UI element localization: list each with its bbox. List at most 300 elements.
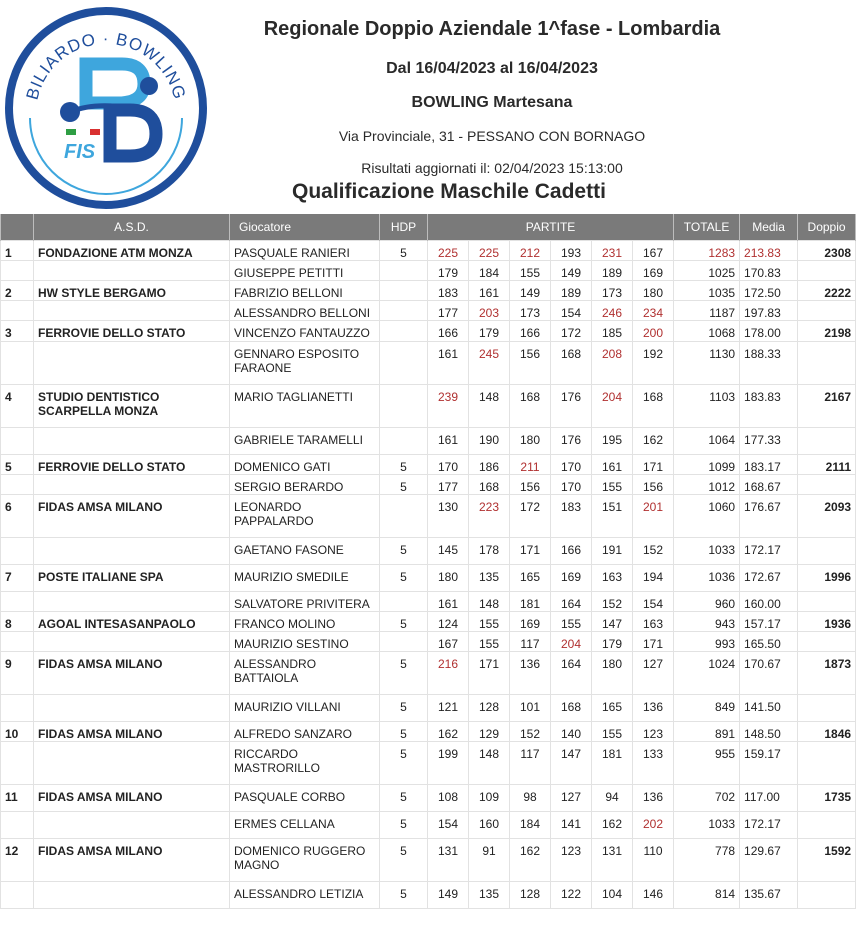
game-score-cell: 180 <box>592 652 633 695</box>
table-row <box>1 321 856 342</box>
table-row <box>1 592 856 612</box>
game-score-cell: 155 <box>592 475 633 495</box>
total-cell: 943 <box>674 612 740 632</box>
game-score-cell: 211 <box>510 455 551 475</box>
game-score-cell: 101 <box>510 695 551 722</box>
average-cell: 188.33 <box>740 342 798 385</box>
total-cell: 960 <box>674 592 740 612</box>
average-cell: 129.67 <box>740 839 798 882</box>
game-score-cell: 199 <box>428 742 469 785</box>
game-score-cell: 168 <box>551 342 592 385</box>
game-score-cell: 164 <box>551 652 592 695</box>
rank-cell: 8 <box>1 612 34 632</box>
game-score-cell: 173 <box>592 281 633 301</box>
game-score-cell: 162 <box>428 722 469 742</box>
game-score-cell: 110 <box>633 839 674 882</box>
game-score-cell: 127 <box>633 652 674 695</box>
game-score-cell: 104 <box>592 882 633 909</box>
player-name-cell: ERMES CELLANA <box>230 812 380 839</box>
game-score-cell: 204 <box>592 385 633 428</box>
total-cell: 849 <box>674 695 740 722</box>
average-cell: 157.17 <box>740 612 798 632</box>
rank-cell <box>1 428 34 455</box>
col-header-player: Giocatore <box>230 214 380 241</box>
game-score-cell: 156 <box>633 475 674 495</box>
club-cell <box>34 882 230 909</box>
game-score-cell: 177 <box>428 475 469 495</box>
player-name-cell: MAURIZIO VILLANI <box>230 695 380 722</box>
total-cell: 702 <box>674 785 740 812</box>
game-score-cell: 181 <box>510 592 551 612</box>
rank-cell <box>1 538 34 565</box>
table-row <box>1 281 856 301</box>
hdp-cell: 5 <box>380 565 428 592</box>
double-total-cell <box>798 475 856 495</box>
game-score-cell: 200 <box>633 321 674 342</box>
game-score-cell: 176 <box>551 385 592 428</box>
player-name-cell: MAURIZIO SMEDILE <box>230 565 380 592</box>
game-score-cell: 203 <box>469 301 510 321</box>
game-score-cell: 204 <box>551 632 592 652</box>
rank-cell: 12 <box>1 839 34 882</box>
game-score-cell: 225 <box>428 241 469 261</box>
rank-cell <box>1 695 34 722</box>
rank-cell: 3 <box>1 321 34 342</box>
game-score-cell: 168 <box>633 385 674 428</box>
rank-cell: 4 <box>1 385 34 428</box>
player-name-cell: MARIO TAGLIANETTI <box>230 385 380 428</box>
game-score-cell: 151 <box>592 495 633 538</box>
game-score-cell: 202 <box>633 812 674 839</box>
double-total-cell <box>798 261 856 281</box>
total-cell: 1036 <box>674 565 740 592</box>
average-cell: 178.00 <box>740 321 798 342</box>
game-score-cell: 156 <box>510 342 551 385</box>
double-total-cell: 1936 <box>798 612 856 632</box>
game-score-cell: 180 <box>428 565 469 592</box>
rank-cell <box>1 742 34 785</box>
club-cell: FERROVIE DELLO STATO <box>34 455 230 475</box>
game-score-cell: 172 <box>551 321 592 342</box>
player-name-cell: ALESSANDRO BELLONI <box>230 301 380 321</box>
game-score-cell: 141 <box>551 812 592 839</box>
game-score-cell: 122 <box>551 882 592 909</box>
player-name-cell: GENNARO ESPOSITO FARAONE <box>230 342 380 385</box>
game-score-cell: 225 <box>469 241 510 261</box>
player-name-cell: SERGIO BERARDO <box>230 475 380 495</box>
hdp-cell: 5 <box>380 241 428 261</box>
game-score-cell: 168 <box>551 695 592 722</box>
game-score-cell: 234 <box>633 301 674 321</box>
table-row <box>1 565 856 592</box>
game-score-cell: 223 <box>469 495 510 538</box>
double-total-cell <box>798 632 856 652</box>
hdp-cell <box>380 632 428 652</box>
double-total-cell <box>798 695 856 722</box>
game-score-cell: 165 <box>510 565 551 592</box>
game-score-cell: 167 <box>428 632 469 652</box>
game-score-cell: 160 <box>469 812 510 839</box>
total-cell: 814 <box>674 882 740 909</box>
game-score-cell: 154 <box>428 812 469 839</box>
total-cell: 1283 <box>674 241 740 261</box>
game-score-cell: 161 <box>428 428 469 455</box>
player-name-cell: MAURIZIO SESTINO <box>230 632 380 652</box>
double-total-cell: 1996 <box>798 565 856 592</box>
game-score-cell: 165 <box>592 695 633 722</box>
game-score-cell: 171 <box>633 455 674 475</box>
hdp-cell: 5 <box>380 785 428 812</box>
col-header-double: Doppio <box>798 214 856 241</box>
club-cell <box>34 632 230 652</box>
game-score-cell: 195 <box>592 428 633 455</box>
game-score-cell: 208 <box>592 342 633 385</box>
hdp-cell: 5 <box>380 722 428 742</box>
game-score-cell: 180 <box>510 428 551 455</box>
col-header-hdp: HDP <box>380 214 428 241</box>
table-row <box>1 385 856 428</box>
game-score-cell: 170 <box>551 455 592 475</box>
double-total-cell <box>798 342 856 385</box>
club-cell: FIDAS AMSA MILANO <box>34 839 230 882</box>
club-cell: FIDAS AMSA MILANO <box>34 652 230 695</box>
hdp-cell: 5 <box>380 742 428 785</box>
game-score-cell: 181 <box>592 742 633 785</box>
game-score-cell: 166 <box>510 321 551 342</box>
game-score-cell: 146 <box>633 882 674 909</box>
table-header-row <box>1 214 856 241</box>
hdp-cell <box>380 301 428 321</box>
fisb-logo <box>4 6 208 210</box>
club-cell: FERROVIE DELLO STATO <box>34 321 230 342</box>
game-score-cell: 169 <box>633 261 674 281</box>
rank-cell <box>1 261 34 281</box>
game-score-cell: 148 <box>469 385 510 428</box>
game-score-cell: 178 <box>469 538 510 565</box>
table-row <box>1 241 856 261</box>
club-cell <box>34 812 230 839</box>
table-row <box>1 882 856 909</box>
double-total-cell: 2198 <box>798 321 856 342</box>
total-cell: 778 <box>674 839 740 882</box>
game-score-cell: 172 <box>510 495 551 538</box>
total-cell: 1025 <box>674 261 740 281</box>
game-score-cell: 161 <box>592 455 633 475</box>
hdp-cell <box>380 385 428 428</box>
game-score-cell: 91 <box>469 839 510 882</box>
game-score-cell: 170 <box>428 455 469 475</box>
player-name-cell: GAETANO FASONE <box>230 538 380 565</box>
double-total-cell <box>798 742 856 785</box>
average-cell: 160.00 <box>740 592 798 612</box>
rank-cell <box>1 342 34 385</box>
average-cell: 172.50 <box>740 281 798 301</box>
game-score-cell: 168 <box>469 475 510 495</box>
total-cell: 1060 <box>674 495 740 538</box>
game-score-cell: 201 <box>633 495 674 538</box>
total-cell: 1099 <box>674 455 740 475</box>
player-name-cell: PASQUALE RANIERI <box>230 241 380 261</box>
game-score-cell: 179 <box>428 261 469 281</box>
player-name-cell: PASQUALE CORBO <box>230 785 380 812</box>
club-cell <box>34 538 230 565</box>
col-header-avg: Media <box>740 214 798 241</box>
double-total-cell: 2167 <box>798 385 856 428</box>
hdp-cell: 5 <box>380 455 428 475</box>
total-cell: 1024 <box>674 652 740 695</box>
table-row <box>1 495 856 538</box>
game-score-cell: 183 <box>428 281 469 301</box>
total-cell: 955 <box>674 742 740 785</box>
event-dates: Dal 16/04/2023 al 16/04/2023 <box>386 60 598 77</box>
club-cell <box>34 301 230 321</box>
rank-cell: 7 <box>1 565 34 592</box>
rank-cell <box>1 882 34 909</box>
game-score-cell: 171 <box>469 652 510 695</box>
game-score-cell: 155 <box>551 612 592 632</box>
game-score-cell: 127 <box>551 785 592 812</box>
player-name-cell: GABRIELE TARAMELLI <box>230 428 380 455</box>
game-score-cell: 147 <box>592 612 633 632</box>
game-score-cell: 212 <box>510 241 551 261</box>
game-score-cell: 161 <box>428 342 469 385</box>
player-name-cell: RICCARDO MASTRORILLO <box>230 742 380 785</box>
rank-cell <box>1 812 34 839</box>
total-cell: 993 <box>674 632 740 652</box>
player-name-cell: ALESSANDRO LETIZIA <box>230 882 380 909</box>
hdp-cell <box>380 342 428 385</box>
club-cell: HW STYLE BERGAMO <box>34 281 230 301</box>
total-cell: 891 <box>674 722 740 742</box>
game-score-cell: 162 <box>633 428 674 455</box>
hdp-cell <box>380 281 428 301</box>
game-score-cell: 170 <box>551 475 592 495</box>
game-score-cell: 128 <box>510 882 551 909</box>
double-total-cell <box>798 812 856 839</box>
game-score-cell: 179 <box>592 632 633 652</box>
game-score-cell: 186 <box>469 455 510 475</box>
player-name-cell: DOMENICO RUGGERO MAGNO <box>230 839 380 882</box>
game-score-cell: 108 <box>428 785 469 812</box>
game-score-cell: 152 <box>592 592 633 612</box>
game-score-cell: 164 <box>551 592 592 612</box>
event-title: Regionale Doppio Aziendale 1^fase - Lombardia <box>263 18 721 40</box>
club-cell <box>34 475 230 495</box>
double-total-cell <box>798 301 856 321</box>
section-title: Qualificazione Maschile Cadetti <box>292 180 606 203</box>
game-score-cell: 131 <box>428 839 469 882</box>
game-score-cell: 189 <box>551 281 592 301</box>
game-score-cell: 124 <box>428 612 469 632</box>
game-score-cell: 180 <box>633 281 674 301</box>
game-score-cell: 136 <box>510 652 551 695</box>
hdp-cell: 5 <box>380 839 428 882</box>
event-address: Via Provinciale, 31 - PESSANO CON BORNAGO <box>338 128 646 144</box>
table-row <box>1 652 856 695</box>
game-score-cell: 123 <box>551 839 592 882</box>
average-cell: 197.83 <box>740 301 798 321</box>
col-header-rank <box>1 214 34 241</box>
rank-cell: 11 <box>1 785 34 812</box>
game-score-cell: 169 <box>551 565 592 592</box>
table-row <box>1 475 856 495</box>
game-score-cell: 154 <box>551 301 592 321</box>
game-score-cell: 135 <box>469 565 510 592</box>
table-row <box>1 742 856 785</box>
game-score-cell: 152 <box>510 722 551 742</box>
table-row <box>1 455 856 475</box>
hdp-cell <box>380 495 428 538</box>
club-cell <box>34 342 230 385</box>
double-total-cell: 2308 <box>798 241 856 261</box>
table-row <box>1 632 856 652</box>
game-score-cell: 123 <box>633 722 674 742</box>
table-row <box>1 785 856 812</box>
game-score-cell: 231 <box>592 241 633 261</box>
game-score-cell: 161 <box>428 592 469 612</box>
game-score-cell: 140 <box>551 722 592 742</box>
game-score-cell: 155 <box>510 261 551 281</box>
average-cell: 183.83 <box>740 385 798 428</box>
club-cell: AGOAL INTESASANPAOLO <box>34 612 230 632</box>
total-cell: 1064 <box>674 428 740 455</box>
average-cell: 165.50 <box>740 632 798 652</box>
table-row <box>1 722 856 742</box>
col-header-asd: A.S.D. <box>34 214 230 241</box>
game-score-cell: 136 <box>633 785 674 812</box>
hdp-cell: 5 <box>380 475 428 495</box>
table-row <box>1 695 856 722</box>
event-venue: BOWLING Martesana <box>411 94 573 111</box>
game-score-cell: 131 <box>592 839 633 882</box>
game-score-cell: 176 <box>551 428 592 455</box>
game-score-cell: 149 <box>551 261 592 281</box>
average-cell: 170.67 <box>740 652 798 695</box>
average-cell: 183.17 <box>740 455 798 475</box>
average-cell: 148.50 <box>740 722 798 742</box>
double-total-cell: 1735 <box>798 785 856 812</box>
table-row <box>1 839 856 882</box>
fisb-logo-icon <box>4 6 208 210</box>
rank-cell: 10 <box>1 722 34 742</box>
average-cell: 176.67 <box>740 495 798 538</box>
hdp-cell: 5 <box>380 695 428 722</box>
hdp-cell <box>380 261 428 281</box>
game-score-cell: 246 <box>592 301 633 321</box>
double-total-cell: 2093 <box>798 495 856 538</box>
table-row <box>1 301 856 321</box>
game-score-cell: 183 <box>551 495 592 538</box>
club-cell: FIDAS AMSA MILANO <box>34 722 230 742</box>
table-row <box>1 812 856 839</box>
rank-cell <box>1 592 34 612</box>
table-row <box>1 428 856 455</box>
double-total-cell <box>798 592 856 612</box>
game-score-cell: 130 <box>428 495 469 538</box>
hdp-cell: 5 <box>380 652 428 695</box>
total-cell: 1068 <box>674 321 740 342</box>
game-score-cell: 98 <box>510 785 551 812</box>
player-name-cell: LEONARDO PAPPALARDO <box>230 495 380 538</box>
double-total-cell: 1592 <box>798 839 856 882</box>
hdp-cell <box>380 428 428 455</box>
game-score-cell: 109 <box>469 785 510 812</box>
game-score-cell: 128 <box>469 695 510 722</box>
rank-cell <box>1 632 34 652</box>
double-total-cell <box>798 882 856 909</box>
game-score-cell: 155 <box>469 632 510 652</box>
hdp-cell: 5 <box>380 612 428 632</box>
game-score-cell: 169 <box>510 612 551 632</box>
game-score-cell: 216 <box>428 652 469 695</box>
game-score-cell: 173 <box>510 301 551 321</box>
average-cell: 172.17 <box>740 812 798 839</box>
average-cell: 170.83 <box>740 261 798 281</box>
col-header-total: TOTALE <box>674 214 740 241</box>
table-row <box>1 538 856 565</box>
game-score-cell: 167 <box>633 241 674 261</box>
table-row <box>1 612 856 632</box>
club-cell <box>34 261 230 281</box>
rank-cell <box>1 301 34 321</box>
game-score-cell: 156 <box>510 475 551 495</box>
average-cell: 172.17 <box>740 538 798 565</box>
total-cell: 1033 <box>674 538 740 565</box>
game-score-cell: 149 <box>428 882 469 909</box>
game-score-cell: 171 <box>510 538 551 565</box>
double-total-cell <box>798 428 856 455</box>
average-cell: 159.17 <box>740 742 798 785</box>
average-cell: 117.00 <box>740 785 798 812</box>
logo-fis-text: FIS <box>64 141 96 163</box>
game-score-cell: 154 <box>633 592 674 612</box>
results-updated: Risultati aggiornati il: 02/04/2023 15:13:00 <box>361 160 623 176</box>
col-header-games: PARTITE <box>428 214 674 241</box>
club-cell: FIDAS AMSA MILANO <box>34 495 230 538</box>
game-score-cell: 191 <box>592 538 633 565</box>
game-score-cell: 190 <box>469 428 510 455</box>
average-cell: 213.83 <box>740 241 798 261</box>
double-total-cell <box>798 538 856 565</box>
hdp-cell <box>380 321 428 342</box>
game-score-cell: 149 <box>510 281 551 301</box>
player-name-cell: DOMENICO GATI <box>230 455 380 475</box>
game-score-cell: 194 <box>633 565 674 592</box>
game-score-cell: 163 <box>633 612 674 632</box>
rank-cell: 5 <box>1 455 34 475</box>
average-cell: 135.67 <box>740 882 798 909</box>
player-name-cell: ALFREDO SANZARO <box>230 722 380 742</box>
game-score-cell: 94 <box>592 785 633 812</box>
player-name-cell: VINCENZO FANTAUZZO <box>230 321 380 342</box>
game-score-cell: 162 <box>510 839 551 882</box>
total-cell: 1130 <box>674 342 740 385</box>
game-score-cell: 155 <box>592 722 633 742</box>
game-score-cell: 166 <box>428 321 469 342</box>
game-score-cell: 148 <box>469 592 510 612</box>
game-score-cell: 166 <box>551 538 592 565</box>
game-score-cell: 184 <box>469 261 510 281</box>
game-score-cell: 117 <box>510 742 551 785</box>
total-cell: 1033 <box>674 812 740 839</box>
game-score-cell: 177 <box>428 301 469 321</box>
average-cell: 172.67 <box>740 565 798 592</box>
rank-cell: 9 <box>1 652 34 695</box>
game-score-cell: 135 <box>469 882 510 909</box>
rank-cell: 1 <box>1 241 34 261</box>
player-name-cell: ALESSANDRO BATTAIOLA <box>230 652 380 695</box>
double-total-cell: 2111 <box>798 455 856 475</box>
